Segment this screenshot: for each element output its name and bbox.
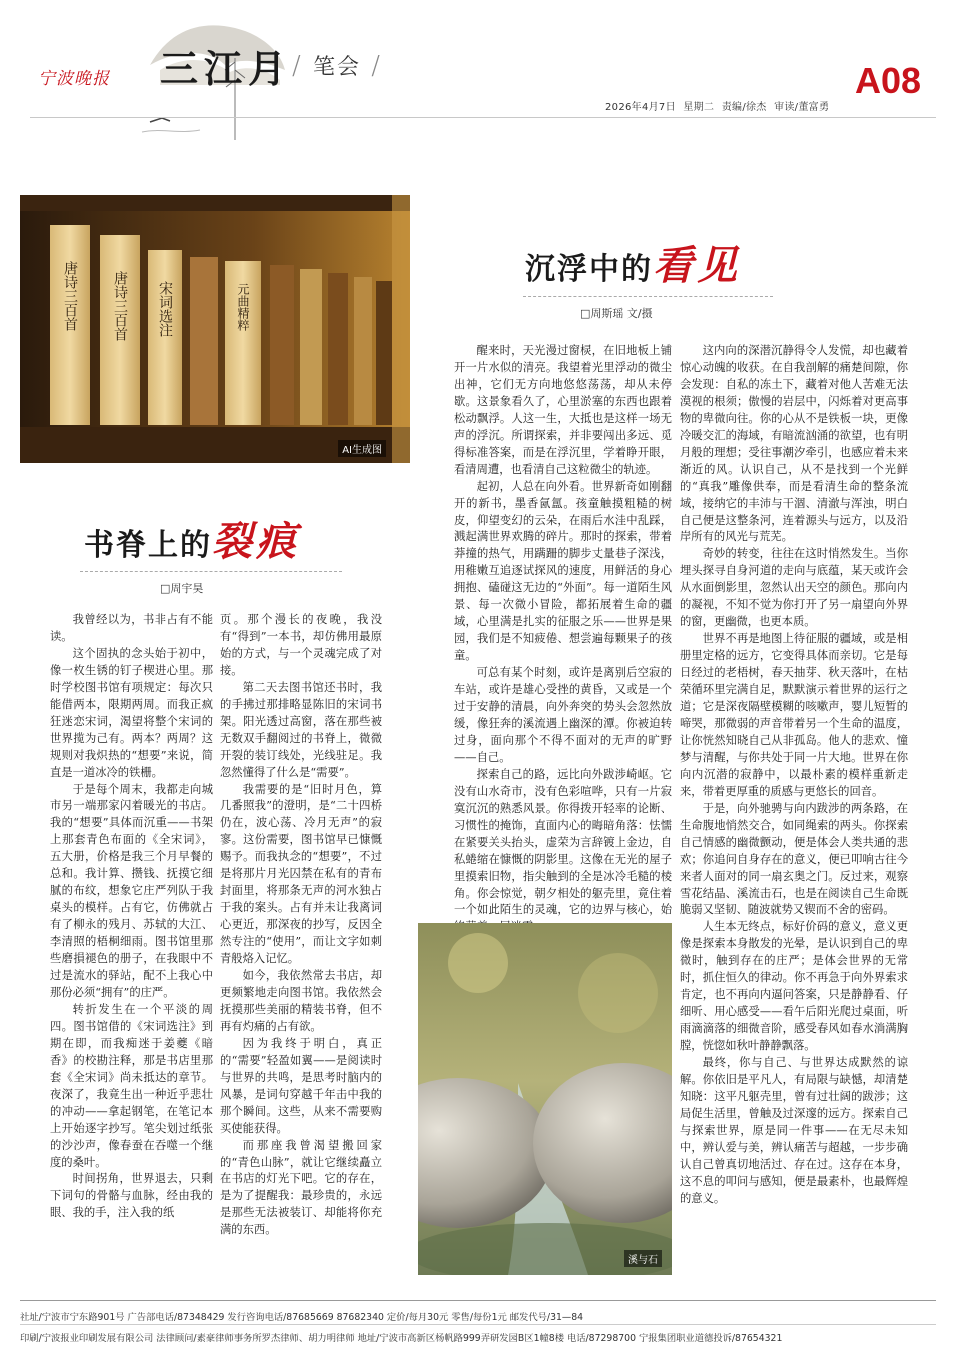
article1-title-rule [80,571,342,572]
article1-title-highlight: 裂痕 [212,518,300,565]
section-label: 笔会 [313,55,362,80]
article2-title-highlight: 看见 [653,242,741,289]
paragraph: 页。那个漫长的夜晚，我没有“得到”一本书，却仿佛用最原始的方式，与一个灵魂完成了对接。 [220,613,382,677]
article2-title [525,234,741,291]
paragraph: 第二天去图书馆还书时，我的手拂过那排略显陈旧的宋词书架。阳光透过高窗，落在那些被无数双手翻阅过的书脊上，微微开裂的装订线处，光线驻足。我忽然懂得了什么是“需要”。 [220,680,382,779]
paragraph: 时间拐角，世界退去，只剩下词句的骨骼与血脉，经由我的眼、我的手，注入我的纸 [50,1172,213,1220]
photo-caption: 溪与石 [624,1250,662,1267]
page-number: A08 [855,60,922,101]
section-name: / 笔会 / [292,51,383,81]
book-spine-1: 唐诗三百首 [62,261,78,331]
article2-byline: □周斯瑶 文/摄 [580,307,653,320]
paragraph: 探索自己的路，远比向外跋涉崎岖。它没有山水奇市，没有色彩喧哗，只有一片寂寞沉沉的熟悉风景。你得拨开轻率的论断、习惯性的掩饰，直面内心的晦暗角落：怯懦在紧要关头抬头，虚荣为言辞镀上金边，自私蜷缩在慷慨的阴影里。这像在无光的屋子里摸索旧物，指尖触到的全是冰冷毛糙的棱角。你会惊觉，朝夕相处的躯壳里，竟住着一个如此陌生的灵魂，它的边界与核心，始 [454,767,672,917]
paragraph: 转折发生在一个平淡的周四。图书馆借的《宋词选注》到期在即，而我痴迷于姜夔《暗香》的校勘注释，那是书店里那套《全宋词》尚未抵达的章节。夜深了，我竟生出一种近乎悲壮的冲动——拿起钢笔，在笔记本上开始逐字抄写。笔尖划过纸张的沙沙声，像春蚕在吞噬一个继度的桑叶。 [50,1002,213,1169]
masthead-divider [30,117,936,118]
paragraph: 奇妙的转变，往往在这时悄然发生。当你埋头探寻自身河道的走向与底蕴，某天或许会从水面倒影里，忽然认出天空的颜色。那向内的凝视，不知不觉为你打开了另一扇望向外界的窗，更幽微，也更本质。 [680,547,908,629]
paragraph: 我需要的是“旧时月色，算几番照我”的澄明，是“二十四桥仍在，波心荡、冷月无声”的寂寥。这份需要，图书馆早已慷慨赐予。而我执念的“想要”，不过是将那片月光囚禁在私有的青布封面里，将那条无声的河水独占于我的案头。占有并未让我离词心更近，那深夜的抄写，反因全然专注的“使用”，而让文字如刺青般烙入记忆。 [220,782,382,966]
date-editor-line: 2026年4月7日 星期二 责编/徐杰 审读/董富勇 [605,102,830,113]
article2-title-prefix: 沉浮中的 [525,252,653,287]
stones-illustration [418,923,672,1275]
paragraph: 这个固执的念头始于初中，像一枚生锈的钉子楔进心里。那时学校图书馆有项规定：每次只能借两本，限期两周。而我正疯狂迷恋宋词，渴望将整个宋词的世界揽为己有。两本？两周？这规则对我炽热的“想要”来说，简直是一道冰冷的铁栅。 [50,646,213,779]
footer-line-2: 印刷/宁波报业印刷发展有限公司 法律顾问/素豪律师事务所罗杰律师、胡力明律师 地址/宁波市高新区杨帆路999弄研发园B区1幢8楼 电话/87298700 宁报集团职业道德投诉/87654321 [20,1333,783,1344]
paragraph: 如今，我依然常去书店，却更频繁地走向图书馆。我依然会抚摸那些美丽的精装书脊，但不再有灼痛的占有欲。 [220,969,382,1033]
book-spine-4: 元曲精粹 [236,283,250,331]
article1-title [84,510,300,567]
article2-column-2 [680,343,908,1278]
article1-title-prefix: 书脊上的 [84,528,212,563]
article1-byline: □周宇昊 [160,582,204,595]
paragraph: 最终，你与自己、与世界达成默然的谅解。你依旧是平凡人，有局限与缺憾，却清楚知晓：这平凡躯壳里，曾有过壮阔的跋涉；这局促生活里，曾触及过深邃的远方。探索自己与探索世界，原是同一件事——在无尽未知中，辨认爱与美，辨认痛苦与超越，一步步确认自己曾真切地活过、存在过。这存在本身，这不息的叩问与感知，便是最素朴，也最辉煌的意义。 [680,1056,908,1205]
article1-column-2 [220,612,382,1277]
masthead [0,0,956,150]
footer-line-1: 社址/宁波市宁东路901号 广告部电话/87348429 发行咨询电话/87685669 87682340 定价/每月30元 零售/每份1元 邮发代号/31—84 [20,1312,584,1323]
paragraph: 醒来时，天光漫过窗棂，在旧地板上铺开一片水似的清亮。我望着光里浮动的微尘出神，它们无方向地悠悠荡荡，却从未停歇。这景象看久了，心里淤塞的东西也跟着松动飘浮。人这一生，大抵也是这样一场无声的浮沉。所谓探索，并非要闯出多远、觅得标准答案，而是在浮沉里，学着睁开眼，看清周遭，也看清自己这粒微尘的轨迹。 [454,344,672,476]
paragraph: 这内向的深潜沉静得令人发慌，却也藏着惊心动魄的收获。在自我剖解的痛楚间隙，你会发现：自私的冻土下，藏着对他人苦难无法漠视的根须；傲慢的岩层中，闪烁着对更高事物的卑微向往。你的心从不是铁板一块，更像冷暖交汇的海域，有暗流汹涌的欲望，也有明月般的理想；受往事潮汐牵引，也感应着未来渐近的风。认识自己，从不是找到一个光鲜的“真我”雕像供奉，而是看清生命的整条流域，接纳它的丰沛与干涸、清澈与浑浊，明白自己便是这整条河，连着源头与远方，以及沿岸所有的风光与荒芜。 [680,344,908,544]
paragraph: 人生本无终点，标好价码的意义，意义更像是探索本身散发的光晕，是认识到自己的卑微时，触到存在的庄严；是体会世界的无常时，抓住恒久的律动。你不再急于向外界索求肯定，也不再向内逼问答案，只是静静看、仔细听、用心感受——看午后阳光爬过桌面，听雨滴滴落的细微音阶，感受春风如春水淌满胸膛，恍惚如秋叶静静飘落。 [680,920,908,1053]
paragraph: 因为我终于明白，真正的“需要”轻盈如翼——是阅读时与世界的共鸣，是思考时脑内的风暴，是词句穿越千年击中我的那个瞬间。这些，从来不需要购买使能获得。 [220,1036,382,1135]
paragraph: 起初，人总在向外看。世界新奇如刚翻开的新书，墨香氤氲。孩童触摸粗糙的树皮，仰望变幻的云朵，在雨后水洼中乱踩，溅起满世界欢腾的碎片。那时的探索，带着莽撞的热气，用蹒跚的脚步丈量巷子深浅，用稚嫩互追逐试探风的速度，用鲜活的身心拥抱、磕碰这无边的“外面”。每一道陌生风景、每一次微小冒险，都拓展着生命的疆域，心里满是扎实的征服之乐——世界是果园，我们是不知疲倦、想尝遍每颗果子的孩童。 [454,479,672,663]
article1-column-1 [50,612,213,1277]
paragraph: 而那座我曾渴望搬回家的“青色山脉”，就让它继续矗立在书店的灯光下吧。它的存在，是为了提醒我：最珍贵的，永远是那些无法被装订、却能将你充满的东西。 [220,1138,382,1237]
paragraph: 世界不再是地图上待征服的疆域，或是相册里定格的远方，它变得具体而亲切。它是每日经过的老梧树，春天抽芽、秋天落叶，在枯荣循环里完满自足，默默演示着世界的运行之道；它是深夜隔壁模糊的咳嗽声，婴儿短暂的啼哭，那微弱的声音带着另一个生命的温度，让你恍然知晓自己从非孤岛。他人的悲欢、憧梦与清醒，与你共处于同一片大地。世界在你向内沉潜的寂静中，以最朴素的模样重新走来，带着更厚重的质感与更悠长的回音。 [680,632,908,798]
book-spine-3: 宋词选注 [157,281,173,337]
footer-divider [20,1300,936,1301]
paragraph: 可总有某个时刻，或许是离别后空寂的车站，或许是雄心受挫的黄昏，又或是一个过于安静的清晨，向外奔突的势头会忽然放缓，像狂奔的溪流遇上幽深的潭。你被迫转过身，面向那个不得不面对的无声的旷野——自己。 [454,666,672,764]
article2-title-rule [523,296,773,297]
bookshelf-photo [20,195,410,463]
column-title: 三江月 [160,46,293,91]
paragraph: 于是每个周末，我都走向城市另一端那家闪着暖光的书店。我的“想要”具体而沉重——书架上那套青色布面的《全宋词》，五大册，价格是我三个月早餐的总和。我计算、攒钱、抚摸它细腻的布纹，想象它庄严列队于我桌头的模样。占有它，仿佛就占有了柳永的残月、苏轼的大江、李清照的梧桐细雨。图书馆里那些磨損褪色的册子，在我眼中不过是流水的驿站，配不上我心中那份必须“拥有”的庄严。 [50,782,213,999]
article2-column-1 [454,343,672,928]
paragraph: 于是，向外驰骋与向内跋涉的两条路，在生命腹地悄然交合，如同绳索的两头。你探索自己情感的幽微颤动，便是体会人类共通的悲欢；你追问自身存在的意义，便已叩响古往今来者人面对的同一扇玄奥之门。反过来，观察雪花结晶、溪流击石，也是在阅读自己生命既脆弱又坚韧、随波就势又锲而不舍的密码。 [680,801,908,917]
paragraph: 我曾经以为，书非占有不能读。 [50,613,213,643]
book-spine-2: 唐诗三百首 [112,271,128,341]
bookshelf-illustration [20,195,410,463]
footer-divider-2 [20,1324,936,1325]
stones-stream-photo [418,923,672,1275]
newspaper-logo: 宁波晚报 [38,69,110,89]
image-credit: AI生成图 [338,440,386,457]
